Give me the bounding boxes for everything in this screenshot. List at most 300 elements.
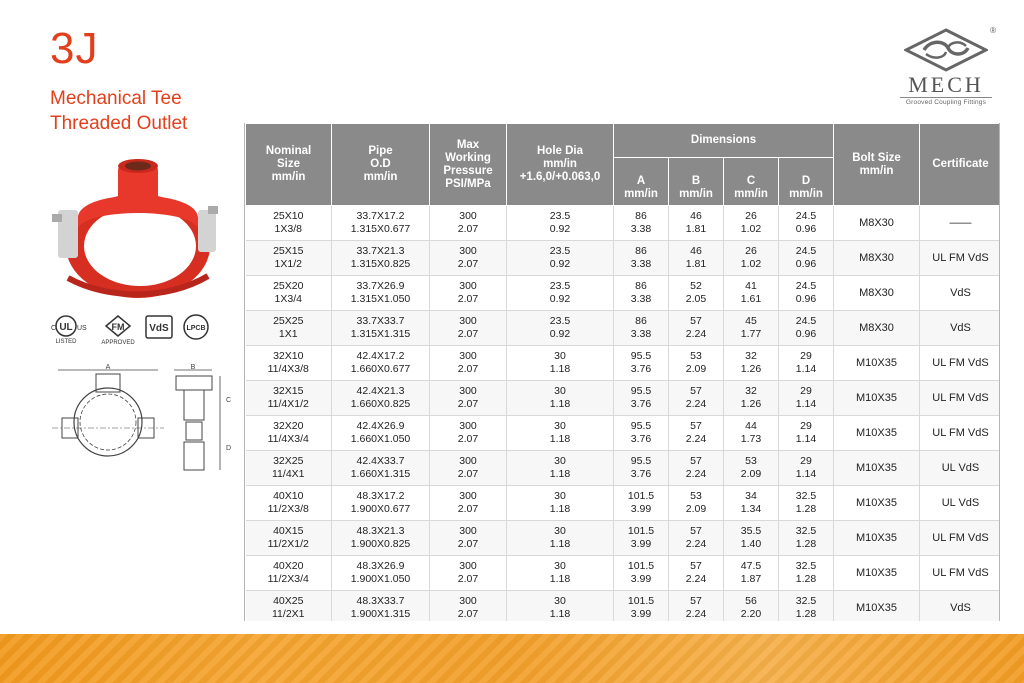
lpcb-text: LPCB: [186, 325, 206, 332]
cell-d-line-1: 32.5: [795, 525, 817, 537]
cell-size-line-2: 11/2X1: [272, 608, 305, 620]
table-row: [246, 416, 1001, 451]
cell-hole: [507, 311, 614, 346]
cell-od-line-1: 42.4X17.2: [356, 350, 405, 362]
cell-od-line-2: 1.660X1.315: [350, 468, 411, 480]
cell-pressure: [430, 416, 507, 451]
cell-bolt: M10X35: [834, 346, 920, 381]
dim-c-label: C: [226, 397, 232, 404]
cell-od: [332, 311, 430, 346]
cell-c-line-1: 26: [745, 245, 757, 257]
cell-size-line-2: 11/4X3/4: [267, 433, 309, 445]
cell-hole: [507, 206, 614, 241]
cell-hole: [507, 416, 614, 451]
cell-size-line-1: 25X25: [273, 315, 304, 327]
cell-d: [779, 591, 834, 622]
cell-od-line-2: 1.900X0.825: [350, 538, 411, 550]
cell-hole-line-1: 30: [554, 455, 566, 467]
cell-a: [614, 521, 669, 556]
cell-d-line-1: 29: [800, 385, 812, 397]
cell-pressure-line-2: 2.07: [457, 573, 479, 585]
cell-d: [779, 346, 834, 381]
cell-d: [779, 381, 834, 416]
cell-c: [724, 591, 779, 622]
cell-c: [724, 556, 779, 591]
cell-od-line-1: 48.3X17.2: [356, 490, 405, 502]
cell-d-line-2: 0.96: [795, 223, 817, 235]
cell-size-line-1: 40X10: [273, 490, 304, 502]
cell-c: [724, 416, 779, 451]
cell-hole-line-2: 1.18: [549, 433, 571, 445]
ul-listed-mark: [51, 316, 87, 345]
cell-b-line-1: 57: [690, 595, 702, 607]
cell-d-line-1: 24.5: [795, 280, 817, 292]
cell-b-line-2: 2.24: [685, 398, 707, 410]
cell-a-line-2: 3.38: [630, 223, 652, 235]
cell-bolt: M10X35: [834, 486, 920, 521]
cell-d-line-1: 32.5: [795, 560, 817, 572]
cell-size: [246, 416, 332, 451]
ul-listed-text: LISTED: [55, 339, 77, 345]
cell-a-line-1: 95.5: [630, 385, 652, 397]
cell-bolt: M10X35: [834, 556, 920, 591]
cell-pressure: [430, 451, 507, 486]
cell-b-line-1: 52: [690, 280, 702, 292]
cell-c: [724, 311, 779, 346]
cell-hole-line-2: 0.92: [549, 328, 571, 340]
cell-od-line-1: 33.7X21.3: [356, 245, 405, 257]
cell-d: [779, 556, 834, 591]
cell-size: [246, 311, 332, 346]
cell-a-line-1: 86: [635, 315, 647, 327]
cell-d: [779, 486, 834, 521]
cell-od: [332, 521, 430, 556]
cell-certificate: ——: [920, 206, 1001, 241]
cell-hole-line-2: 1.18: [549, 363, 571, 375]
cell-c-line-1: 32: [745, 350, 757, 362]
cell-b: [669, 451, 724, 486]
cell-size-line-2: 1X3/4: [274, 293, 302, 305]
cell-a: [614, 591, 669, 622]
cell-size-line-1: 40X15: [273, 525, 304, 537]
cell-pressure-line-2: 2.07: [457, 503, 479, 515]
cell-hole: [507, 276, 614, 311]
cell-a-line-2: 3.99: [630, 608, 652, 620]
cell-certificate: VdS: [920, 311, 1001, 346]
cell-size-line-2: 11/4X3/8: [267, 363, 309, 375]
cell-a-line-1: 86: [635, 280, 647, 292]
cell-pressure: [430, 311, 507, 346]
cell-b-line-1: 53: [690, 350, 702, 362]
cell-c-line-1: 53: [745, 455, 757, 467]
cell-d-line-2: 0.96: [795, 258, 817, 270]
cell-c-line-2: 1.40: [740, 538, 762, 550]
cell-size-line-1: 32X25: [273, 455, 304, 467]
cell-a-line-2: 3.38: [630, 293, 652, 305]
cell-b: [669, 556, 724, 591]
cell-a: [614, 451, 669, 486]
col-nominal-size: Nominal Size mm/in: [246, 124, 332, 206]
ul-text: UL: [59, 322, 73, 333]
cell-size: [246, 241, 332, 276]
cell-b-line-1: 46: [690, 210, 702, 222]
cell-pressure: [430, 241, 507, 276]
cell-b-line-1: 57: [690, 560, 702, 572]
cell-pressure-line-2: 2.07: [457, 293, 479, 305]
cell-d: [779, 311, 834, 346]
cell-c: [724, 451, 779, 486]
cell-b-line-2: 2.09: [685, 363, 707, 375]
cell-d-line-1: 24.5: [795, 315, 817, 327]
cell-size-line-1: 40X20: [273, 560, 304, 572]
cell-a-line-1: 101.5: [627, 525, 655, 537]
cell-hole-line-1: 30: [554, 525, 566, 537]
cell-certificate: UL FM VdS: [920, 381, 1001, 416]
col-pipe-od: Pipe O.D mm/in: [332, 124, 430, 206]
cell-pressure-line-2: 2.07: [457, 398, 479, 410]
cell-d-line-2: 1.14: [795, 398, 817, 410]
cell-d-line-2: 1.28: [795, 573, 817, 585]
cell-a-line-1: 86: [635, 245, 647, 257]
spec-table-container: [244, 123, 1000, 621]
cell-pressure-line-1: 300: [459, 455, 477, 467]
cell-pressure-line-2: 2.07: [457, 223, 479, 235]
cell-size-line-1: 32X10: [273, 350, 304, 362]
footer-band: [0, 634, 1024, 683]
cell-hole-line-2: 0.92: [549, 223, 571, 235]
cell-bolt: M8X30: [834, 206, 920, 241]
product-title: [50, 86, 187, 136]
cell-c: [724, 206, 779, 241]
cell-hole-line-2: 0.92: [549, 258, 571, 270]
cell-b: [669, 416, 724, 451]
cell-od: [332, 556, 430, 591]
cell-od-line-2: 1.315X1.050: [350, 293, 411, 305]
cell-size: [246, 381, 332, 416]
cell-c: [724, 241, 779, 276]
table-row: [246, 486, 1001, 521]
spec-table: [245, 123, 1000, 621]
cell-c: [724, 346, 779, 381]
cell-size-line-2: 11/2X3/8: [267, 503, 309, 515]
cell-hole-line-1: 23.5: [549, 315, 571, 327]
table-row: [246, 451, 1001, 486]
cell-d: [779, 521, 834, 556]
cell-c: [724, 381, 779, 416]
cell-od-line-2: 1.660X0.677: [350, 363, 411, 375]
cell-pressure-line-2: 2.07: [457, 468, 479, 480]
col-bolt-size: Bolt Size mm/in: [834, 124, 920, 206]
cell-c-line-1: 32: [745, 385, 757, 397]
cell-bolt: M10X35: [834, 451, 920, 486]
cell-hole-line-2: 1.18: [549, 398, 571, 410]
cell-a: [614, 311, 669, 346]
cell-pressure: [430, 521, 507, 556]
cell-a-line-1: 101.5: [627, 560, 655, 572]
cell-od: [332, 451, 430, 486]
cell-b-line-1: 57: [690, 420, 702, 432]
cell-c: [724, 486, 779, 521]
cell-d-line-2: 1.14: [795, 433, 817, 445]
ul-c-text: C: [51, 325, 57, 332]
col-hole-dia: Hole Dia mm/in +1.6,0/+0.063,0: [507, 124, 614, 206]
cell-od-line-1: 48.3X26.9: [356, 560, 405, 572]
cell-hole: [507, 346, 614, 381]
cell-hole-line-1: 30: [554, 420, 566, 432]
cell-hole-line-1: 30: [554, 560, 566, 572]
cell-hole: [507, 486, 614, 521]
cell-pressure-line-1: 300: [459, 315, 477, 327]
cell-d: [779, 451, 834, 486]
cell-d: [779, 206, 834, 241]
cell-b-line-2: 2.05: [685, 293, 707, 305]
cell-hole-line-1: 30: [554, 595, 566, 607]
cell-a-line-2: 3.38: [630, 258, 652, 270]
logo-brand: MECH: [908, 72, 984, 97]
cell-pressure-line-2: 2.07: [457, 433, 479, 445]
cell-size-line-2: 11/4X1: [272, 468, 305, 480]
logo-emblem-icon: [904, 28, 988, 72]
cell-size-line-1: 25X10: [273, 210, 304, 222]
cell-od-line-1: 33.7X26.9: [356, 280, 405, 292]
cell-od-line-2: 1.900X1.050: [350, 573, 411, 585]
fm-approved-text: APPROVED: [101, 340, 135, 346]
cell-d-line-2: 1.14: [795, 468, 817, 480]
col-dim-c: C mm/in: [724, 158, 779, 206]
cell-a-line-1: 101.5: [627, 490, 655, 502]
table-row: [246, 206, 1001, 241]
cell-od: [332, 346, 430, 381]
cell-od-line-2: 1.315X0.825: [350, 258, 411, 270]
cell-od: [332, 416, 430, 451]
cell-size: [246, 451, 332, 486]
col-dim-a: A mm/in: [614, 158, 669, 206]
cell-certificate: UL FM VdS: [920, 416, 1001, 451]
cell-od: [332, 591, 430, 622]
col-dim-d: D mm/in: [779, 158, 834, 206]
cell-b-line-1: 57: [690, 455, 702, 467]
title-line-1: Mechanical Tee: [50, 88, 182, 109]
cell-od-line-2: 1.660X1.050: [350, 433, 411, 445]
cell-b-line-1: 53: [690, 490, 702, 502]
cell-hole-line-1: 30: [554, 350, 566, 362]
cell-c-line-1: 34: [745, 490, 757, 502]
cell-pressure-line-1: 300: [459, 350, 477, 362]
cell-hole-line-2: 1.18: [549, 503, 571, 515]
cell-hole-line-2: 1.18: [549, 468, 571, 480]
table-row: [246, 521, 1001, 556]
cell-d-line-2: 1.28: [795, 503, 817, 515]
cell-pressure-line-1: 300: [459, 525, 477, 537]
cell-size-line-1: 25X20: [273, 280, 304, 292]
vds-text: VdS: [149, 323, 169, 334]
cell-pressure-line-1: 300: [459, 385, 477, 397]
cell-size: [246, 346, 332, 381]
cell-od-line-1: 42.4X26.9: [356, 420, 405, 432]
cell-pressure-line-2: 2.07: [457, 328, 479, 340]
cell-c-line-2: 1.02: [740, 223, 762, 235]
cell-od-line-2: 1.660X0.825: [350, 398, 411, 410]
cell-pressure: [430, 276, 507, 311]
cell-od: [332, 241, 430, 276]
cell-certificate: UL VdS: [920, 486, 1001, 521]
dim-a-label: A: [105, 364, 111, 371]
col-dimensions: Dimensions: [614, 124, 834, 158]
cell-d-line-1: 32.5: [795, 490, 817, 502]
cell-a: [614, 241, 669, 276]
cell-c-line-1: 44: [745, 420, 757, 432]
cell-pressure: [430, 381, 507, 416]
cell-od: [332, 486, 430, 521]
cell-pressure-line-1: 300: [459, 560, 477, 572]
cell-a: [614, 416, 669, 451]
cell-size-line-2: 1X3/8: [274, 223, 302, 235]
cell-certificate: UL VdS: [920, 451, 1001, 486]
table-row: [246, 556, 1001, 591]
cell-certificate: UL FM VdS: [920, 556, 1001, 591]
mech-logo: [890, 28, 1002, 112]
cell-c-line-1: 47.5: [740, 560, 762, 572]
cell-a-line-2: 3.99: [630, 503, 652, 515]
cell-d: [779, 276, 834, 311]
cell-pressure-line-2: 2.07: [457, 363, 479, 375]
cell-bolt: M8X30: [834, 276, 920, 311]
cell-d-line-1: 32.5: [795, 595, 817, 607]
cell-od-line-2: 1.900X0.677: [350, 503, 411, 515]
cell-b: [669, 591, 724, 622]
cell-b-line-2: 2.24: [685, 538, 707, 550]
title-line-2: Threaded Outlet: [50, 113, 188, 134]
cell-size: [246, 521, 332, 556]
cell-pressure-line-1: 300: [459, 420, 477, 432]
col-certificate: Certificate: [920, 124, 1001, 206]
cell-size: [246, 486, 332, 521]
cell-c-line-1: 56: [745, 595, 757, 607]
cell-d-line-2: 0.96: [795, 328, 817, 340]
cell-bolt: M8X30: [834, 241, 920, 276]
certification-logos: [48, 310, 238, 346]
table-row: [246, 591, 1001, 622]
cell-a-line-2: 3.76: [630, 433, 652, 445]
cell-c-line-1: 41: [745, 280, 757, 292]
cell-c-line-2: 1.26: [740, 398, 762, 410]
cell-hole-line-1: 30: [554, 385, 566, 397]
cell-b-line-2: 1.81: [685, 258, 707, 270]
cell-a-line-2: 3.38: [630, 328, 652, 340]
cell-b: [669, 276, 724, 311]
cell-pressure-line-1: 300: [459, 490, 477, 502]
cell-d: [779, 416, 834, 451]
cell-pressure: [430, 591, 507, 622]
cell-a-line-1: 101.5: [627, 595, 655, 607]
cell-hole: [507, 451, 614, 486]
cell-b-line-1: 57: [690, 525, 702, 537]
cell-a-line-1: 95.5: [630, 455, 652, 467]
cell-pressure-line-2: 2.07: [457, 258, 479, 270]
cell-b-line-2: 2.24: [685, 433, 707, 445]
product-image: [48, 148, 228, 306]
cell-a-line-1: 86: [635, 210, 647, 222]
cell-pressure-line-1: 300: [459, 280, 477, 292]
cell-b: [669, 346, 724, 381]
cell-a-line-2: 3.99: [630, 538, 652, 550]
vds-mark: [146, 316, 172, 338]
cell-bolt: M10X35: [834, 591, 920, 622]
table-row: [246, 346, 1001, 381]
cell-pressure-line-1: 300: [459, 245, 477, 257]
cell-b: [669, 311, 724, 346]
cell-a: [614, 276, 669, 311]
cell-d-line-1: 24.5: [795, 245, 817, 257]
cell-size: [246, 206, 332, 241]
cell-b: [669, 486, 724, 521]
cell-size: [246, 591, 332, 622]
cell-c-line-2: 1.61: [740, 293, 762, 305]
cell-bolt: M10X35: [834, 416, 920, 451]
cell-c-line-2: 2.20: [740, 608, 762, 620]
cell-certificate: VdS: [920, 276, 1001, 311]
cell-size-line-2: 11/2X1/2: [267, 538, 309, 550]
cell-d-line-2: 0.96: [795, 293, 817, 305]
cell-d-line-2: 1.28: [795, 608, 817, 620]
cell-a-line-2: 3.76: [630, 398, 652, 410]
cell-c-line-1: 35.5: [740, 525, 762, 537]
cell-size-line-1: 25X15: [273, 245, 304, 257]
cell-a: [614, 486, 669, 521]
logo-tagline: Grooved Coupling Fittings: [900, 97, 992, 106]
cell-c-line-2: 1.77: [740, 328, 762, 340]
cell-od-line-1: 42.4X21.3: [356, 385, 405, 397]
cell-c: [724, 521, 779, 556]
cell-a: [614, 346, 669, 381]
cell-pressure-line-1: 300: [459, 595, 477, 607]
cell-c: [724, 276, 779, 311]
cell-pressure: [430, 346, 507, 381]
cell-certificate: UL FM VdS: [920, 521, 1001, 556]
dim-b-label: B: [190, 364, 196, 371]
cell-hole: [507, 556, 614, 591]
cell-b-line-1: 57: [690, 315, 702, 327]
fm-approved-mark: [101, 316, 135, 346]
lpcb-mark: [184, 315, 208, 339]
cell-pressure-line-2: 2.07: [457, 538, 479, 550]
cell-hole-line-1: 23.5: [549, 245, 571, 257]
cell-hole-line-2: 1.18: [549, 538, 571, 550]
cell-a-line-2: 3.76: [630, 468, 652, 480]
cell-size-line-1: 40X25: [273, 595, 304, 607]
cell-size-line-2: 1X1/2: [274, 258, 302, 270]
cell-od-line-1: 48.3X33.7: [356, 595, 405, 607]
cell-c-line-1: 26: [745, 210, 757, 222]
cell-a: [614, 381, 669, 416]
table-row: [246, 241, 1001, 276]
col-max-pressure: Max Working Pressure PSI/MPa: [430, 124, 507, 206]
product-code: 3J: [50, 24, 99, 73]
cell-size-line-2: 1X1: [278, 328, 298, 340]
registered-mark: ®: [990, 26, 996, 35]
cell-pressure-line-1: 300: [459, 210, 477, 222]
cell-certificate: UL FM VdS: [920, 241, 1001, 276]
spec-table-body: [246, 206, 1001, 622]
table-row: [246, 381, 1001, 416]
cell-b: [669, 206, 724, 241]
cell-pressure: [430, 486, 507, 521]
table-row: [246, 311, 1001, 346]
cell-od-line-2: 1.315X1.315: [350, 328, 411, 340]
cell-pressure: [430, 556, 507, 591]
cell-a: [614, 206, 669, 241]
cell-certificate: UL FM VdS: [920, 346, 1001, 381]
